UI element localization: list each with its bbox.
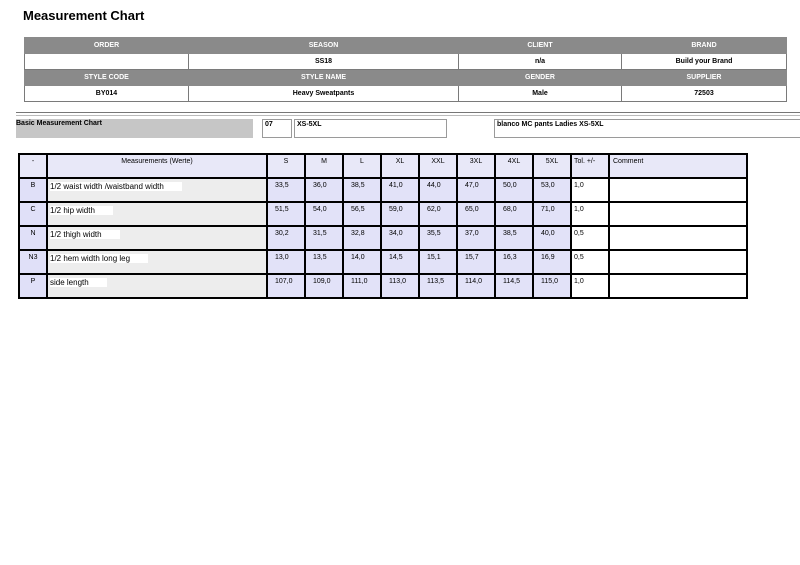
comment-cell[interactable] — [609, 250, 747, 274]
column-header-measurement: Measurements (Werte) — [47, 154, 267, 178]
column-header-code: - — [19, 154, 47, 178]
size-value-cell[interactable]: 54,0 — [305, 202, 343, 226]
order-info-table — [24, 37, 787, 102]
size-value-cell[interactable]: 13,0 — [267, 250, 305, 274]
size-value-cell[interactable]: 71,0 — [533, 202, 571, 226]
style-name-value: Heavy Sweatpants — [189, 86, 459, 102]
size-value-cell[interactable]: 114,5 — [495, 274, 533, 298]
order-label: ORDER — [25, 38, 189, 54]
size-value-cell[interactable]: 34,0 — [381, 226, 419, 250]
comment-cell[interactable] — [609, 178, 747, 202]
measurement-table — [18, 153, 748, 299]
size-value-cell[interactable]: 47,0 — [457, 178, 495, 202]
size-value-cell[interactable]: 59,0 — [381, 202, 419, 226]
table-row — [19, 178, 747, 202]
column-header-xxl: XXL — [419, 154, 457, 178]
measurement-code-cell: C — [19, 202, 47, 226]
size-value-cell[interactable]: 65,0 — [457, 202, 495, 226]
season-value: SS18 — [189, 54, 459, 70]
basic-chart-label: Basic Measurement Chart — [16, 119, 253, 138]
size-value-cell[interactable]: 16,3 — [495, 250, 533, 274]
size-value-cell[interactable]: 38,5 — [495, 226, 533, 250]
measurement-code-cell: P — [19, 274, 47, 298]
size-value-cell[interactable]: 114,0 — [457, 274, 495, 298]
tolerance-cell[interactable]: 0,5 — [571, 250, 609, 274]
measurement-name-text: 1/2 hem width long leg — [50, 254, 148, 263]
size-value-cell[interactable]: 15,1 — [419, 250, 457, 274]
size-value-cell[interactable]: 30,2 — [267, 226, 305, 250]
size-value-cell[interactable]: 32,8 — [343, 226, 381, 250]
divider — [16, 112, 800, 113]
size-value-cell[interactable]: 13,5 — [305, 250, 343, 274]
column-header-4xl: 4XL — [495, 154, 533, 178]
comment-cell[interactable] — [609, 274, 747, 298]
size-value-cell[interactable]: 36,0 — [305, 178, 343, 202]
column-header-tolerance: Tol. +/- — [571, 154, 609, 178]
style-name-label: STYLE NAME — [189, 70, 459, 86]
table-header-row — [19, 154, 747, 178]
supplier-label: SUPPLIER — [622, 70, 787, 86]
size-value-cell[interactable]: 62,0 — [419, 202, 457, 226]
supplier-value: 72503 — [622, 86, 787, 102]
measurement-name-text: side length — [50, 278, 107, 287]
size-value-cell[interactable]: 51,5 — [267, 202, 305, 226]
comment-cell[interactable] — [609, 226, 747, 250]
divider — [16, 115, 800, 116]
size-value-cell[interactable]: 113,0 — [381, 274, 419, 298]
measurement-code-cell: B — [19, 178, 47, 202]
measurement-name-cell — [47, 226, 267, 250]
size-value-cell[interactable]: 35,5 — [419, 226, 457, 250]
size-value-cell[interactable]: 109,0 — [305, 274, 343, 298]
tolerance-cell[interactable]: 1,0 — [571, 274, 609, 298]
table-row — [19, 274, 747, 298]
column-header-l: L — [343, 154, 381, 178]
size-value-cell[interactable]: 111,0 — [343, 274, 381, 298]
style-code-label: STYLE CODE — [25, 70, 189, 86]
size-value-cell[interactable]: 53,0 — [533, 178, 571, 202]
size-value-cell[interactable]: 14,5 — [381, 250, 419, 274]
table-row — [19, 250, 747, 274]
size-range-field[interactable]: XS-5XL — [294, 119, 447, 138]
measurement-name-cell — [47, 178, 267, 202]
column-header-m: M — [305, 154, 343, 178]
size-value-cell[interactable]: 41,0 — [381, 178, 419, 202]
brand-label: BRAND — [622, 38, 787, 54]
measurement-name-text: 1/2 waist width /waistband width — [50, 182, 182, 191]
tolerance-cell[interactable]: 1,0 — [571, 178, 609, 202]
chart-description-field[interactable]: blanco MC pants Ladies XS-5XL — [494, 119, 800, 138]
client-value: n/a — [459, 54, 622, 70]
client-label: CLIENT — [459, 38, 622, 54]
brand-value: Build your Brand — [622, 54, 787, 70]
measurement-name-text: 1/2 thigh width — [50, 230, 120, 239]
size-value-cell[interactable]: 56,5 — [343, 202, 381, 226]
column-header-5xl: 5XL — [533, 154, 571, 178]
size-value-cell[interactable]: 107,0 — [267, 274, 305, 298]
table-row — [19, 226, 747, 250]
order-value — [25, 54, 189, 70]
size-value-cell[interactable]: 115,0 — [533, 274, 571, 298]
measurement-name-cell — [47, 202, 267, 226]
tolerance-cell[interactable]: 0,5 — [571, 226, 609, 250]
column-header-3xl: 3XL — [457, 154, 495, 178]
measurement-name-text: 1/2 hip width — [50, 206, 113, 215]
size-value-cell[interactable]: 50,0 — [495, 178, 533, 202]
size-value-cell[interactable]: 33,5 — [267, 178, 305, 202]
size-value-cell[interactable]: 15,7 — [457, 250, 495, 274]
size-value-cell[interactable]: 37,0 — [457, 226, 495, 250]
measurement-code-cell: N3 — [19, 250, 47, 274]
size-value-cell[interactable]: 38,5 — [343, 178, 381, 202]
style-code-value: BY014 — [25, 86, 189, 102]
measurement-name-cell — [47, 250, 267, 274]
size-value-cell[interactable]: 44,0 — [419, 178, 457, 202]
page-title: Measurement Chart — [23, 8, 145, 23]
size-value-cell[interactable]: 16,9 — [533, 250, 571, 274]
comment-cell[interactable] — [609, 202, 747, 226]
gender-label: GENDER — [459, 70, 622, 86]
column-header-comment: Comment — [609, 154, 747, 178]
measurement-name-cell — [47, 274, 267, 298]
column-header-xl: XL — [381, 154, 419, 178]
size-value-cell[interactable]: 31,5 — [305, 226, 343, 250]
season-label: SEASON — [189, 38, 459, 54]
size-value-cell[interactable]: 113,5 — [419, 274, 457, 298]
size-value-cell[interactable]: 68,0 — [495, 202, 533, 226]
size-value-cell[interactable]: 40,0 — [533, 226, 571, 250]
gender-value: Male — [459, 86, 622, 102]
tolerance-cell[interactable]: 1,0 — [571, 202, 609, 226]
column-header-s: S — [267, 154, 305, 178]
chart-number-field[interactable]: 07 — [262, 119, 292, 138]
table-row — [19, 202, 747, 226]
size-value-cell[interactable]: 14,0 — [343, 250, 381, 274]
measurement-code-cell: N — [19, 226, 47, 250]
